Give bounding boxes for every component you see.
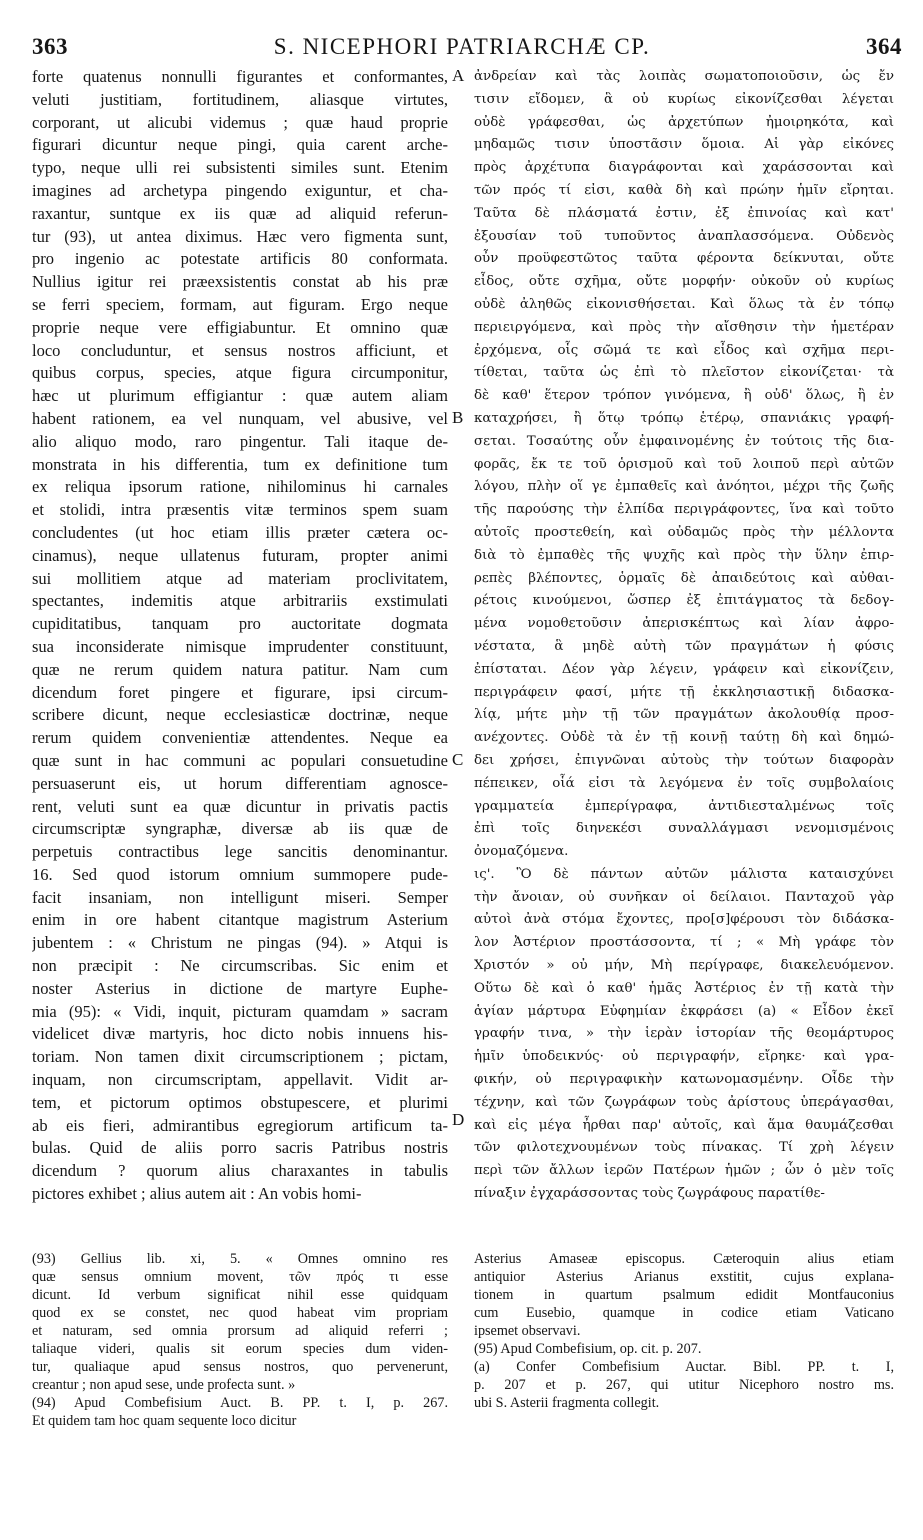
left-column-line: perpetuis contractibus lege sancitis denominantur. bbox=[32, 842, 448, 862]
right-column-line: διὰ τὸ ἐμπαθὲς τῆς ψυχῆς καὶ πρὸς τὴν ὕλην ἐπιρ- bbox=[474, 547, 894, 563]
right-column-line: καταχρήσει, ἢ ὅτῳ τρόπῳ ἑτέρῳ, σπανιάκις γραφή- bbox=[474, 410, 894, 426]
right-column-line: λίᾳ, μήτε μὴν τῇ τῶν πραγμάτων ἀκολουθίᾳ προσ- bbox=[474, 707, 894, 723]
right-column-line: Ταῦτα δὲ πλάσματά ἐστιν, ἐξ ἐπινοίας καὶ κατ' bbox=[474, 205, 894, 221]
footnotes-right-line: tionem in quartum psalmum edidit Montfauconius bbox=[474, 1287, 894, 1303]
left-column-line: enim in ore habent citantque magistrum Asterium bbox=[32, 910, 448, 930]
left-column-line: facit insaniam, non intelligunt miseri. Semper bbox=[32, 887, 448, 907]
footnotes-left-line: (94) Apud Combefisium Auct. B. PP. t. I, p. 267. bbox=[32, 1395, 448, 1411]
right-column-line: λόγου, πλὴν οἵ γε ἐμπαθεῖς καὶ ἀνόητοι, μέχρι τῆς ζωῆς bbox=[474, 479, 894, 495]
right-column-line: γραμματεία ἐμπερίγραφα, ἀντιδιεσταλμένως τοῖς bbox=[474, 798, 894, 814]
left-column-line: ex reliqua ipsorum ratione, nihilominus hi carnales bbox=[32, 477, 448, 497]
margin-letter-d: D bbox=[452, 1110, 465, 1129]
left-column-line: dicendum ? quorum alius charaxantes in tabulis bbox=[32, 1161, 448, 1181]
right-column-line: μένα νομοθετοῦσιν ἀπερισκέπτως καὶ λίαν ἀφρο- bbox=[474, 616, 894, 632]
left-column-line: pro ingenio ac potestate artificis 80 conformata. bbox=[32, 249, 448, 269]
left-column-line: quæ ne rerum quidem natura patitur. Nam cum bbox=[32, 659, 448, 679]
footnotes-left-line: quod ex se constet, nec quod habeat vim propriam bbox=[32, 1305, 448, 1321]
right-column-line: τισιν εἴδομεν, ἃ οὐ κυρίως εἰκονίζεσθαι λέγεται bbox=[474, 91, 894, 107]
right-column-line: ἐξουσίαν τοῦ τυποῦντος ἀναπλασσόμενα. Οὐδενὸς bbox=[474, 228, 894, 244]
right-column-line: σεται. Τοσαύτης οὖν ἐμφαινομένης ἐν τούτοις τῆς δια- bbox=[474, 433, 894, 449]
right-column-line: οὐδὲ ἀληθῶς εἰκονισθήσεται. Καὶ ὅλως τὰ ἐν τόπῳ bbox=[474, 296, 894, 312]
right-column-line: γραφήν τινα, » τὴν ἱερὰν ἱστορίαν τῆς θεομάρτυρος bbox=[474, 1026, 894, 1042]
left-column-line: alio aliquo modo, raro pingentur. Tali itaque de- bbox=[32, 431, 448, 451]
right-column-line: περιειργόμενα, καὶ πρὸς τὴν αἴσθησιν τὴν ἡμετέραν bbox=[474, 319, 894, 335]
left-column-line: circumscriptæ syngraphæ, diversæ ab iis quæ de bbox=[32, 819, 448, 839]
right-column-line: δει χρήσει, ἐπιγνῶναι αὐτοὺς τὴν τούτων διαφορὰν bbox=[474, 752, 894, 768]
right-column-line: μηδαμῶς τισιν ὑποστᾶσιν ὅμοια. Αἱ γὰρ εἰκόνες bbox=[474, 137, 894, 153]
left-column-line: ab eis fieri, admirantibus egregiorum artificum ta- bbox=[32, 1115, 448, 1135]
left-column-line: concludentes (ut hoc etiam illis præter cætera oc- bbox=[32, 522, 448, 542]
left-column-line: Nullius igitur rei præexsistentis constat ab his præ bbox=[32, 272, 448, 292]
running-header bbox=[22, 34, 902, 64]
left-column-line: non præcipit : Ne circumscribas. Sic enim et bbox=[32, 956, 448, 976]
right-column-line: πέπεικεν, οἷά εἰσι τὰ λεγόμενα ἐν τοῖς συμβολαίοις bbox=[474, 775, 894, 791]
left-column-line: cupiditatibus, tanquam pro auctoritate dogmata bbox=[32, 614, 448, 634]
running-title: S. NICEPHORI PATRIARCHÆ CP. bbox=[273, 34, 651, 59]
right-column-line: τῆς παρούσης τὴν ἐλπίδα περιγράφοντες, ἵνα καὶ τοῦτο bbox=[474, 502, 894, 518]
left-column-line: typo, neque ulli rei subsistenti similes sunt. Etenim bbox=[32, 158, 448, 178]
margin-letter-c: C bbox=[452, 750, 464, 769]
right-column-line: ἀνδρείαν καὶ τὰς λοιπὰς σωματοποιοῦσιν, ὡς ἔν bbox=[474, 69, 894, 84]
footnotes-right-line: cum Eusebio, quamque in codice etiam Vaticano bbox=[474, 1305, 894, 1321]
right-column-line: οὖν προϋφεστῶτος ταῦτα φέροντα δείκνυται, οὔτε bbox=[474, 251, 894, 267]
left-column-line: tem, et pictorum optimos obstupescere, et plurimi bbox=[32, 1092, 448, 1112]
right-column-line: Οὕτω δὲ καὶ ὁ καθ' ἡμᾶς Ἀστέριος ἐν τῇ κατὰ τὴν bbox=[474, 980, 894, 996]
left-column-line: 16. Sed quod istorum omnium summopere pude- bbox=[32, 864, 448, 884]
footnotes-right-line: ubi S. Asterii fragmenta collegit. bbox=[474, 1395, 660, 1411]
right-column-line: τῶν φιλοτεχνουμένων τοὺς πίνακας. Τί χρὴ λέγειν bbox=[474, 1140, 894, 1156]
footnotes-right-line: (95) Apud Combefisium, op. cit. p. 207. bbox=[474, 1341, 702, 1357]
left-column-line: noster Asterius in dictione de martyre Euphe- bbox=[32, 978, 448, 998]
right-column-line: εἶδος, οὔτε σχῆμα, οὔτε μορφήν· οὐκοῦν οὐ κυρίως bbox=[474, 274, 894, 290]
left-column-line: bulas. Quid de aliis porro sacris Patribus nostris bbox=[32, 1138, 448, 1158]
right-column-line: πίναξιν ἐγχαράσσοντας τοὺς ζωγράφους παρατίθε- bbox=[474, 1186, 825, 1202]
left-column-line: inquam, non circumscriptam, appellavit. Vidit ar- bbox=[32, 1070, 448, 1090]
right-column-line: καὶ εἰς μέγα ἦρθαι παρ' αὐτοῖς, καὶ ἅμα θαυμάζεσθαι bbox=[474, 1117, 894, 1133]
right-column-line: πρὸς ἀρχέτυπα διαγράφονται καὶ χαράσσονται καὶ bbox=[474, 160, 894, 176]
footnotes-right-line: (a) Confer Combefisium Auctar. Bibl. PP. t. I, bbox=[474, 1359, 894, 1375]
left-column-line: proprie neque vere effigiabuntur. Et omnino quæ bbox=[32, 317, 448, 337]
footnotes-left-line: et naturam, sed omnia prorsum ad aliquid referri ; bbox=[32, 1323, 448, 1339]
page-number-left: 363 bbox=[32, 34, 68, 59]
right-column-line: περὶ τῶν ἄλλων ἱερῶν Πατέρων ἡμῶν ; ὧν ὁ μὲν τοῖς bbox=[474, 1163, 894, 1179]
footnotes-left-line: dicunt. Id verbum significat nihil esse quidquam bbox=[32, 1287, 448, 1303]
footnotes-left-line: creantur ; non apud sese, unde profecta sunt. » bbox=[32, 1377, 296, 1393]
footnotes-left bbox=[32, 1250, 448, 1430]
right-column-line: ἁγίαν μάρτυρα Εὐφημίαν ἐκφράσει (a) « Εἶδον ἐκεῖ bbox=[474, 1003, 894, 1019]
left-column-line: raxantur, suntque ex iis quæ ad aliquid referun- bbox=[32, 203, 448, 223]
right-column-line: νέστατα, ἃ μηδὲ αὐτὴ τῶν πραγμάτων ἡ φύσις bbox=[474, 638, 894, 654]
right-column-line: ρεπὲς βλέποντες, ὁρμαῖς δὲ ἀπαιδεύτοις καὶ αὐθαι- bbox=[474, 570, 894, 586]
left-column-line: mia (95): « Vidi, inquit, picturam quamdam » sacram bbox=[32, 1001, 448, 1021]
right-column-line: ἐπὶ τοῖς διηνεκέσι συναλλάγμασι νενομισμένοις bbox=[474, 821, 894, 837]
right-column-line: τὴν ἄνοιαν, οὐ συνῆκαν οἱ δείλαιοι. Πανταχοῦ γὰρ bbox=[474, 889, 894, 905]
latin-column bbox=[32, 66, 448, 1206]
right-column-line: τέχνην, καὶ τῶν ζωγράφων τοὺς ἀρίστους ὑπεράγασθαι, bbox=[474, 1094, 894, 1110]
footnotes-right-line: p. 207 et p. 267, qui utitur Nicephoro nostro ms. bbox=[474, 1377, 894, 1393]
left-column-line: sua inconsiderate nimisque imprudenter constituunt, bbox=[32, 636, 448, 656]
left-column-line: et stolidi, intra præsentis vitæ terminos spem suam bbox=[32, 500, 448, 520]
right-column-line: λον Ἀστέριον προστάσσοντα, τί ; « Μὴ γράφε τὸν bbox=[474, 935, 894, 951]
right-column-line: τῶν πρός τί εἰσι, καθὰ δὴ καὶ πρώην ἡμῖν εἴρηται. bbox=[474, 182, 894, 198]
right-column-line: τίθεται, ταῦτα ὡς ἐπὶ τὸ πλεῖστον εἰκονίζεται· τὰ bbox=[474, 365, 894, 381]
page-number-right: 364 bbox=[866, 34, 902, 59]
left-column-line: forte quatenus nonnulli figurantes et conformantes, bbox=[32, 67, 448, 86]
left-column-line: habent rationem, ea vel nunquam, vel abusive, vel bbox=[32, 408, 448, 428]
right-column-line: αὐτοὶ ἀνὰ στόμα ἔχοντες, προ[σ]φέρουσι τὸν διδάσκα- bbox=[474, 912, 894, 928]
footnotes-left-line: quæ sensus omnium movent, τῶν πρός τι esse bbox=[32, 1269, 448, 1285]
left-column-line: imagines ad archetypa pingendo exiguntur, et cha- bbox=[32, 180, 448, 200]
left-column-line: veluti justitiam, fortitudinem, aliasque virtutes, bbox=[32, 89, 448, 109]
left-column-line: pictores exhibet ; alius autem ait : An vobis homi- bbox=[32, 1184, 362, 1204]
left-column-line: corporant, ut alicubi videmus ; quæ haud proprie bbox=[32, 112, 448, 132]
footnotes-right-line: ipsemet observavi. bbox=[474, 1323, 581, 1339]
left-column-line: videlicet divæ martyris, hoc dicto nobis innuens his- bbox=[32, 1024, 448, 1044]
left-column-line: jubentem : « Christum ne pingas (94). » Atqui is bbox=[32, 933, 448, 953]
right-column-line: περιγράφειν φασί, μήτε τῇ ἐκκλησιαστικῇ διδασκα- bbox=[474, 684, 894, 700]
right-column-line: ὀνομαζόμενα. bbox=[474, 844, 569, 860]
margin-letter-b: B bbox=[452, 408, 464, 427]
left-column-line: hæc ut plurimum effigiantur : quæ autem aliam bbox=[32, 386, 448, 406]
left-column-line: spectantes, indemitis atque arbitrariis exstimulati bbox=[32, 591, 448, 611]
left-column-line: dicendum foret pingere et figurare, ipsi circum- bbox=[32, 682, 448, 702]
left-column-line: quæ sunt in hac communi ac populari consuetudine bbox=[32, 750, 448, 770]
left-column-line: monstrata in his differentia, tum ex definitione tum bbox=[32, 454, 448, 474]
left-column-line: rerum quidem convenientiæ attendentes. Neque ea bbox=[32, 728, 448, 748]
right-column-line: αὐτοῖς προστεθείη, καὶ οὐδαμῶς πρὸς τὴν μέλλοντα bbox=[474, 524, 894, 540]
right-column-line: δὲ καθ' ἕτερον τρόπον γινόμενα, ἢ οὐδ' ὅλως, ἢ ἐν bbox=[474, 388, 894, 404]
footnotes-left-line: (93) Gellius lib. xi, 5. « Omnes omnino res bbox=[32, 1251, 448, 1267]
left-column-line: loco concluduntur, et sensus nostros afficiunt, et bbox=[32, 340, 448, 360]
left-column-line: sui mollitiem atque ad materiam proclivitatem, bbox=[32, 568, 448, 588]
footnotes-left-line: taliaque videri, qualis sit eorum species dum viden- bbox=[32, 1341, 448, 1357]
left-column-line: cinamus), neque ullatenus futuram, propter animi bbox=[32, 545, 448, 565]
right-column-line: ις'. Ὃ δὲ πάντων αὐτῶν μάλιστα καταισχύνει bbox=[474, 866, 894, 882]
left-column-line: scribere dicunt, neque ecclesiasticæ doctrinæ, neque bbox=[32, 705, 448, 725]
footnotes-right-line: Asterius Amaseæ episcopus. Cæteroquin alius etiam bbox=[474, 1251, 894, 1267]
greek-column bbox=[474, 66, 894, 1206]
right-column-line: ρέτοις κινούμενοι, ὥσπερ ἐξ ἐπιτάγματος τὰ δεδογ- bbox=[474, 593, 894, 609]
left-column-line: quibus corpus, species, atque figura circumponitur, bbox=[32, 363, 448, 383]
right-column-line: ἐρχόμενα, οἷς σῶμά τε καὶ εἶδος καὶ σχῆμα περι- bbox=[474, 342, 894, 358]
right-column-line: ἡμῖν ὑποδεικνύς· οὐ περιγραφήν, εἴρηκε· καὶ γρα- bbox=[474, 1049, 894, 1065]
left-column-line: tur (93), ut antea diximus. Hæc vero figmenta sunt, bbox=[32, 226, 448, 246]
footnotes-right-line: antiquior Asterius Arianus exstitit, cujus explana- bbox=[474, 1269, 894, 1285]
footnotes-left-line: tur, qualiaque apud sensus nostros, quo pervenerunt, bbox=[32, 1359, 448, 1375]
right-column-line: φικήν, οὐ περιγραφικὴν κατωνομασμένην. Οἶδε τὴν bbox=[474, 1072, 894, 1088]
footnotes-right bbox=[474, 1250, 894, 1412]
left-column-line: toriam. Non tamen dixit circumscriptionem ; pictam, bbox=[32, 1047, 448, 1067]
right-column-line: Χριστόν » οὐ μήν, Μὴ περίγραφε, διακελευόμενον. bbox=[474, 958, 894, 974]
right-column-line: ανέχοντες. Οὐδὲ τὰ ἐν τῇ κοινῇ ταύτῃ δὴ καὶ δημώ- bbox=[474, 730, 894, 746]
left-column-line: rent, veluti sunt ea quæ dicuntur in privatis pactis bbox=[32, 796, 448, 816]
footnotes-left-line: Et quidem tam hoc quam sequente loco dicitur bbox=[32, 1413, 297, 1429]
left-column-line: se ferri speciem, formam, aut figuram. Ergo neque bbox=[32, 294, 448, 314]
margin-letter-a: A bbox=[452, 66, 465, 85]
right-column-line: φορᾶς, ἔκ τε τοῦ ὁρισμοῦ καὶ τοῦ λοιποῦ περὶ αὐτῶν bbox=[474, 456, 894, 472]
right-column-line: οὐδὲ γράφεσθαι, ὡς ἀρχετύπων ἠμοιρηκότα, καὶ bbox=[474, 114, 894, 130]
left-column-line: figurari dicuntur neque pingi, quia carent arche- bbox=[32, 135, 448, 155]
right-column-line: ἐπίσταται. Δέον γὰρ λέγειν, γράφειν καὶ εἰκονίζειν, bbox=[474, 661, 894, 677]
left-column-line: persuaserunt eis, ut horum differentiam agnosce- bbox=[32, 773, 448, 793]
